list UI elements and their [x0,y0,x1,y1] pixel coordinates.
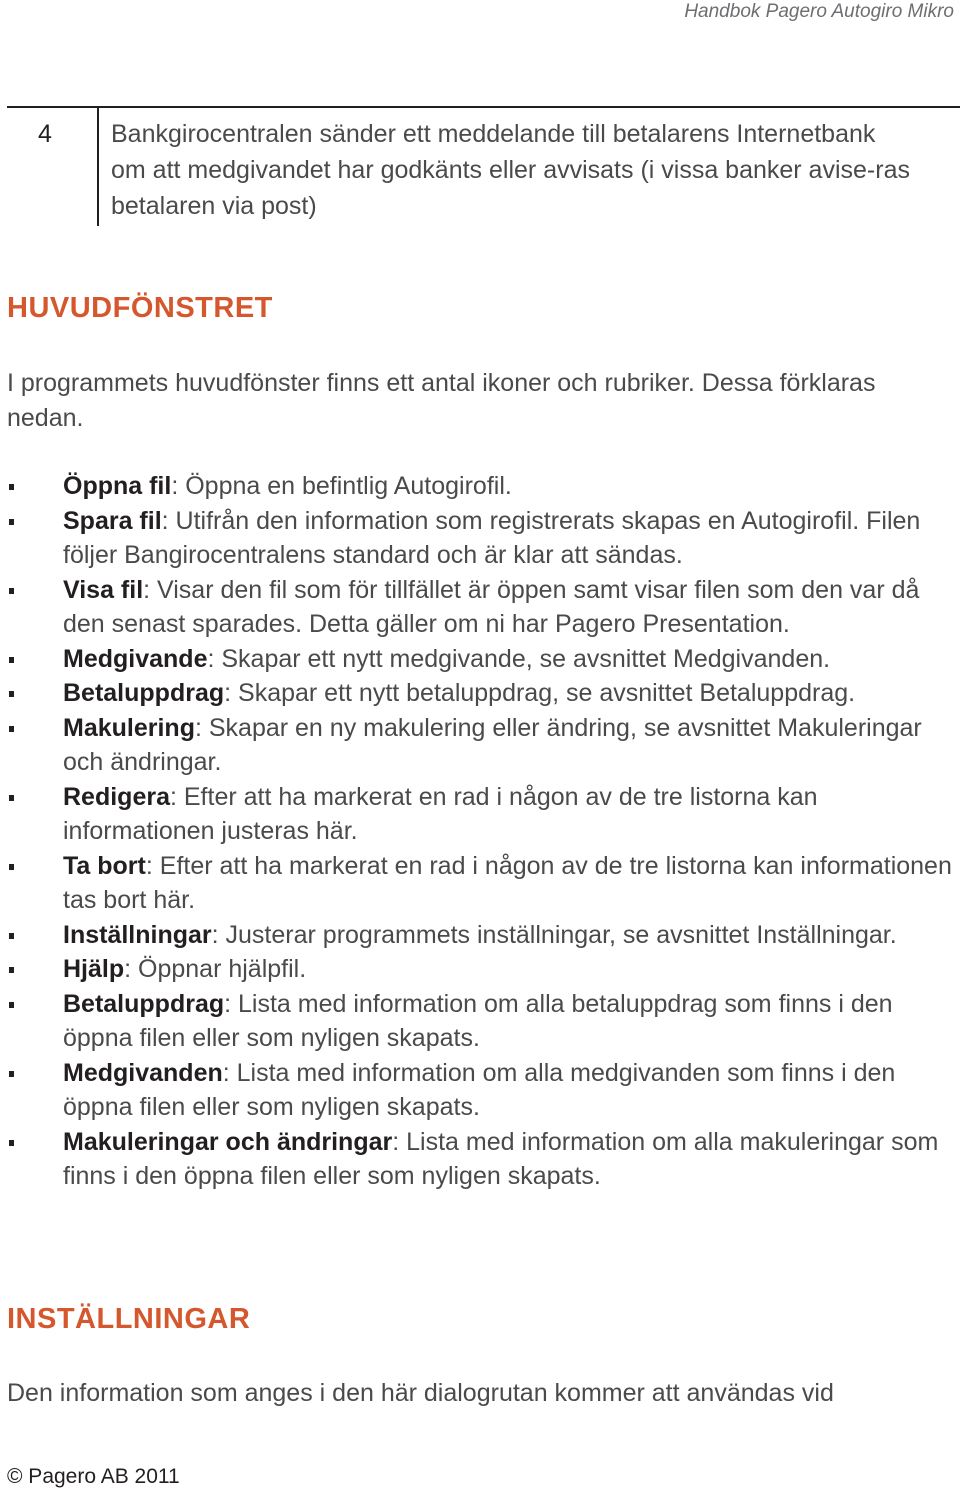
step-text: Bankgirocentralen sänder ett meddelande till betalarens Internetbank om att medgivandet har godkänts eller avvisats (i vissa banker avise-ras betalaren via post) [111,120,910,220]
item-description: : Lista med information om alla makuleringar som finns i den öppna filen eller som nyligen skapats. [63,1127,939,1190]
bullet-icon [9,519,14,525]
item-description: : Skapar ett nytt betaluppdrag, se avsnittet Betaluppdrag. [224,679,856,707]
list-item [7,711,957,780]
bullet-icon [9,1071,14,1077]
item-description: : Visar den fil som för tillfället är öppen samt visar filen som den var då den senast sparades. Detta gäller om ni har Pagero Presentation. [63,575,920,638]
list-item [7,987,957,1056]
item-description: : Utifrån den information som registrerats skapas en Autogirofil. Filen följer Bangirocentralens standard och är klar att sändas. [63,506,921,569]
bullet-icon [9,484,14,490]
list-item [7,780,957,849]
item-term: Öppna fil [63,472,172,500]
bullet-icon [9,691,14,697]
item-description: : Lista med information om alla medgivanden som finns i den öppna filen eller som nyligen skapats. [63,1058,896,1121]
top-divider [7,106,960,108]
bullet-icon [9,967,14,973]
bullet-icon [9,864,14,870]
bullet-icon [9,726,14,732]
list-item [7,469,957,504]
bullet-icon [9,795,14,801]
item-term: Medgivande [63,644,208,673]
section-heading-installningar: INSTÄLLNINGAR [7,1303,251,1335]
step-number: 4 [38,120,52,148]
item-term: Betaluppdrag [63,989,225,1018]
item-term: Medgivanden [63,1058,223,1087]
bullet-icon [9,588,14,594]
list-item [7,504,957,573]
running-header: Handbok Pagero Autogiro Mikro [684,1,954,22]
item-description: : Lista med information om alla betaluppdrag som finns i den öppna filen eller som nyligen skapats. [63,989,893,1052]
list-item [7,849,957,918]
footer-copyright: © Pagero AB 2011 [7,1465,180,1488]
item-term: Betaluppdrag [63,679,225,707]
item-term: Inställningar [63,920,212,949]
list-item [7,573,957,642]
item-term: Visa fil [63,575,144,604]
bullet-icon [9,1002,14,1008]
list-item [7,1056,957,1125]
item-term: Makulering [63,713,195,742]
bullet-icon [9,657,14,663]
item-term: Ta bort [63,851,146,880]
bullet-icon [9,933,14,939]
intro-paragraph: I programmets huvudfönster finns ett antal ikoner och rubriker. Dessa förklaras nedan. [7,369,876,432]
item-term: Makuleringar och ändringar [63,1127,393,1156]
list-item [7,676,957,711]
list-item [7,1125,957,1194]
settings-paragraph: Den information som anges i den här dialogrutan kommer att användas vid [7,1379,834,1407]
item-description: : Skapar ett nytt medgivande, se avsnittet Medgivanden. [207,644,831,673]
item-description: : Efter att ha markerat en rad i någon av de tre listorna kan informationen tas bort här. [63,851,952,914]
item-description: : Efter att ha markerat en rad i någon av de tre listorna kan informationen justeras här. [63,782,818,845]
item-description: : Justerar programmets inställningar, se avsnittet Inställningar. [211,920,897,949]
item-term: Hjälp [63,955,125,983]
feature-list [7,469,957,1194]
item-description: : Skapar en ny makulering eller ändring, se avsnittet Makuleringar och ändringar. [63,713,922,776]
list-item [7,918,957,953]
section-heading-huvudfonstret: HUVUDFÖNSTRET [7,292,273,324]
bullet-icon [9,1140,14,1146]
list-item [7,952,957,987]
list-item [7,642,957,677]
item-description: : Öppnar hjälpfil. [124,955,307,983]
step-divider [97,108,99,226]
item-term: Redigera [63,782,170,811]
item-term: Spara fil [63,506,162,535]
item-description: : Öppna en befintlig Autogirofil. [171,472,512,500]
